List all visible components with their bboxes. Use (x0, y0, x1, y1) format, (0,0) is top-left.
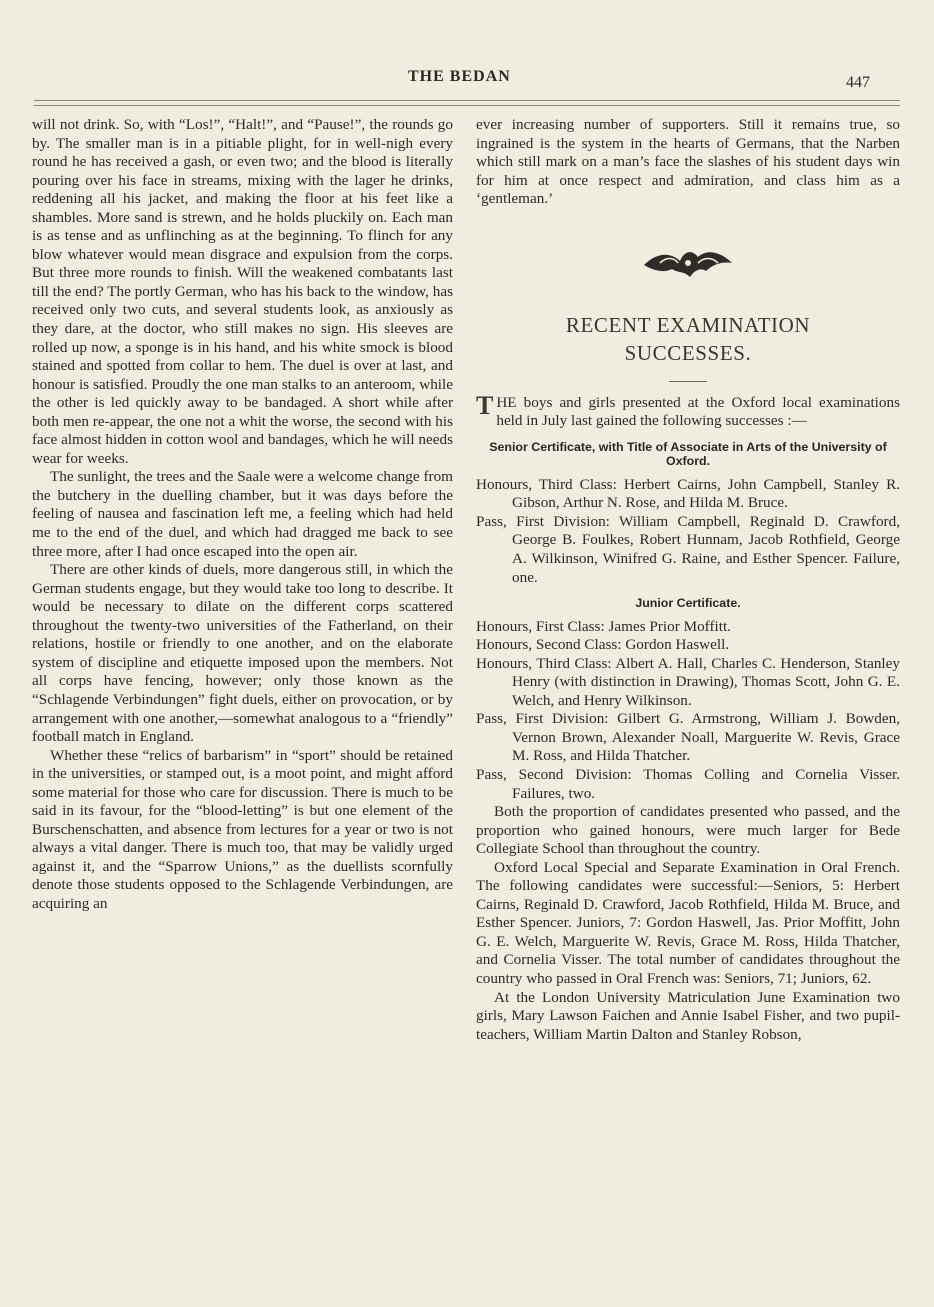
section-title-line: RECENT EXAMINATION (565, 312, 811, 337)
left-column (32, 116, 453, 914)
list-item: Pass, First Division: Gilbert G. Armstrong, William J. Bowden, Vernon Brown, Alexander Noall, Marguerite W. Revis, Grace M. Ross, and Hilda Thatcher. (476, 710, 900, 765)
paragraph: ever increasing number of supporters. Still it remains true, so ingrained is the system in the hearts of Germans, that the Narben which still mark on a man’s face the slashes of his student days win for him at once respect and admiration, and class him as a ‘gentleman.’ (476, 116, 900, 208)
paragraph: Both the proportion of candidates presented who passed, and the proportion who gained honours, were much larger for Bede Collegiate School than throughout the country. (476, 803, 900, 858)
running-head (0, 68, 934, 92)
right-column (476, 116, 900, 1044)
section-ornament (476, 223, 900, 303)
paragraph: Whether these “relics of barbarism” in “sport” should be retained in the universities, or stamped out, is a moot point, and might afford some material for those who care for discussion. There is much to be said in its favour, for the “blood-letting” is but one element of the Burschenschatten, and absence from lectures for a year or two is not always a vital danger. There is much too, that may be validly urged against it, and the “Sparrow Unions,” as the duellists scornfully denote those students opposed to the Schlagende Verbindungen, are acquiring an (32, 746, 453, 912)
paragraph: The sunlight, the trees and the Saale were a welcome change from the butchery in the duelling chamber, but it was days before the feeling of nausea and fascination left me, a feeling which had held me to the end of the duel, and which had dragged me back to see three more, after I had once escaped into the open air. (32, 468, 453, 560)
page-number: 447 (846, 74, 870, 91)
list-item: Honours, Third Class: Herbert Cairns, John Campbell, Stanley R. Gibson, Arthur N. Rose, and Hilda M. Bruce. (476, 475, 900, 512)
paragraph: There are other kinds of duels, more dangerous still, in which the German students engage, but they would take too long to describe. It would be necessary to dilate on the different corps scattered throughout the twenty-two universities of the Fatherland, on their relations, hostile or friendly to one another, and on the elaborate system of discipline and etiquette imposed upon the members. Not all corps have fencing, however; only those known as the “Schlagende Verbindungen” fight duels, either on provocation, or by arrangement with one another,—somewhat analogous to a “friendly” football match in England. (32, 561, 453, 746)
intro-text: HE boys and girls presented at the Oxford local examinations held in July last gained the following successes :— (496, 393, 900, 430)
list-item: Honours, First Class: James Prior Moffitt. (476, 617, 731, 635)
junior-certificate-heading: Junior Certificate. (635, 596, 741, 611)
list-item: Pass, First Division: William Campbell, Reginald D. Crawford, George B. Foulkes, Robert Hunnam, Jacob Rothfield, George A. Wilkinson, Winifred G. Raine, and Esther Spencer. Failure, one. (476, 512, 900, 586)
section-title (476, 311, 900, 367)
intro-paragraph (476, 390, 900, 431)
list-item: Honours, Second Class: Gordon Haswell. (476, 636, 730, 654)
running-title: THE BEDAN (408, 68, 511, 85)
senior-certificate-heading: Senior Certificate, with Title of Associate in Arts of the University of Oxford. (489, 439, 887, 469)
list-item: Pass, Second Division: Thomas Colling and Cornelia Visser. Failures, two. (476, 765, 900, 802)
paragraph: At the London University Matriculation June Examination two girls, Mary Lawson Faichen and Annie Isabel Fisher, and two pupil-teachers, William Martin Dalton and Stanley Robson, (476, 988, 900, 1043)
paragraph: will not drink. So, with “Los!”, “Halt!”, and “Pause!”, the rounds go by. The smaller man is in a pitiable plight, for in well-nigh every round he has received a gash, or even two; and the blood is literally pouring over his face in streams, mixing with the lager he drinks, reddening all his jacket, and making the floor at his feet like a shambles. More sand is strewn, and he holds pluckily on. Each man is as tense and as unflinching as at the beginning. To flinch for any blow whatever would mean disgrace and expulsion from the corps. But three more rounds to finish. Will the weakened combatants last till the end? The portly German, who has his back to the window, has received only two cuts, and several students look, as anxiously as they dare, at the doctor, who still makes no sign. His sleeves are rolled up now, a sponge is in his hand, and his white smock is blood stained and spotted from collar to hem. The duel is over at last, and honour is satisfied. Proudly the one man stalks to an anteroom, while the other is led quickly away to be bandaged. A short while after both men re-appear, the one not a whit the worse, the second with his face almost hidden in cotton wool and bandages, which he will needs wear for weeks. (32, 116, 453, 467)
header-double-rule (34, 100, 900, 106)
fleuron-ornament-icon (638, 241, 738, 285)
title-rule (669, 381, 707, 382)
paragraph: Oxford Local Special and Separate Examination in Oral French. The following candidates were successful:—Seniors, 5: Herbert Cairns, Reginald D. Crawford, Jacob Rothfield, Hilda M. Bruce, and Esther Spencer. Juniors, 7: Gordon Haswell, Jas. Prior Moffitt, John G. E. Welch, Marguerite W. Revis, Grace M. Ross, Hilda Thatcher, and Cornelia Visser. The total number of candidates throughout the country who passed in Oral French was: Seniors, 71; Juniors, 62. (476, 858, 900, 987)
list-item: Honours, Third Class: Albert A. Hall, Charles C. Henderson, Stanley Henry (with distinction in Drawing), Thomas Scott, John G. E. Welch, and Henry Wilkinson. (476, 654, 900, 709)
drop-cap: T (476, 390, 494, 420)
section-title-line: SUCCESSES. (624, 340, 752, 365)
